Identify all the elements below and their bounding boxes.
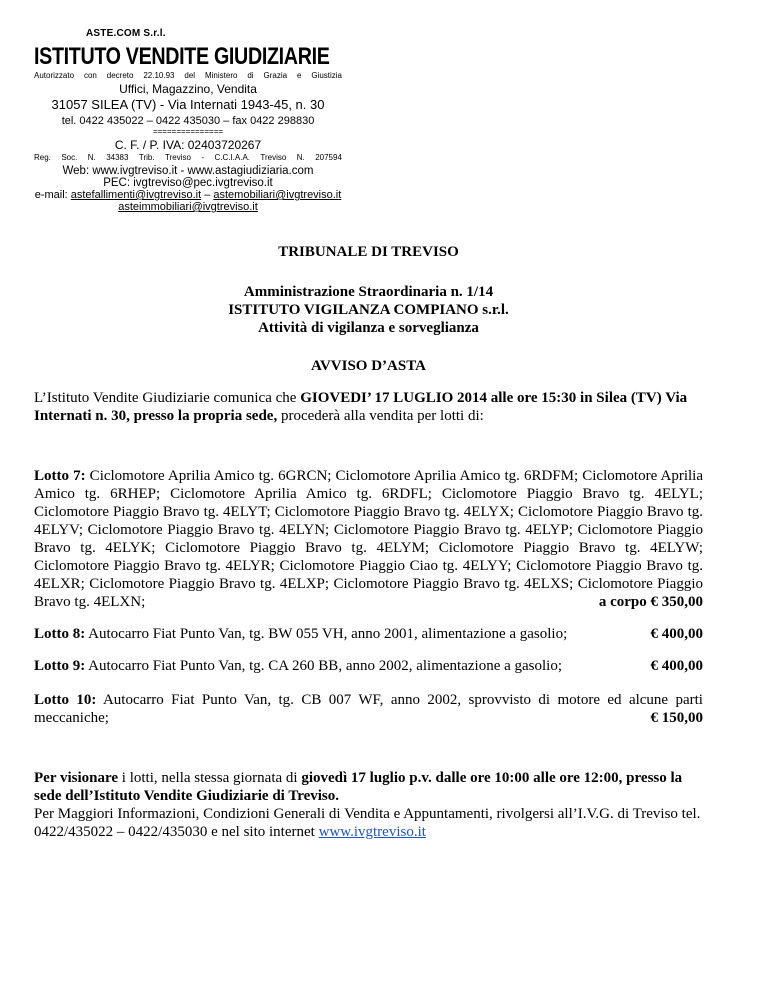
lot-price: € 400,00 (650, 658, 703, 674)
lot-price: € 150,00 (650, 710, 703, 726)
website-link[interactable]: www.ivgtreviso.it (318, 824, 426, 840)
offices-line: Uffici, Magazzino, Vendita (119, 82, 257, 96)
info-text: Per Maggiori Informazioni, Condizioni Generali di Vendita e Appuntamenti, rivolgersi all’I.V.G. di Treviso tel. 0422/435022 – 0422/435030 e nel sito internet (34, 806, 701, 840)
company-name: ASTE.COM S.r.l. (86, 28, 166, 39)
procedure-line-1: Amministrazione Straordinaria n. 1/14 (243, 284, 494, 300)
visit-paragraph (34, 769, 703, 841)
lot-price: € 400,00 (650, 626, 703, 642)
lot-label: Lotto 7: (34, 468, 86, 484)
reg-word: Trib. (138, 153, 155, 162)
email-separator: – (201, 189, 214, 201)
lot-price: a corpo € 350,00 (598, 594, 703, 610)
email-link-fallimenti[interactable]: astefallimenti@ivgtreviso.it (70, 189, 202, 201)
email-line-2 (34, 201, 342, 213)
lot-label: Lotto 8: (34, 626, 86, 642)
reg-word: 34383 (106, 153, 129, 162)
pec-line: PEC: ivgtreviso@pec.ivgtreviso.it (103, 177, 273, 189)
lot-7 (34, 467, 703, 611)
letterhead-title: ISTITUTO VENDITE GIUDIZIARIE (34, 43, 330, 70)
lot-description: Autocarro Fiat Punto Van, tg. CA 260 BB, anno 2002, alimentazione a gasolio; (85, 658, 563, 674)
auth-word: Autorizzato (34, 71, 75, 80)
email-prefix: e-mail: (34, 189, 71, 201)
lot-description: Autocarro Fiat Punto Van, tg. BW 055 VH, anno 2001, alimentazione a gasolio; (85, 626, 568, 642)
lot-8 (34, 625, 703, 643)
intro-text-end: procederà alla vendita per lotti di: (277, 408, 484, 424)
intro-paragraph (34, 389, 703, 425)
auth-word: Ministero (204, 71, 238, 80)
notice-heading: AVVISO D’ASTA (311, 358, 426, 374)
reg-word: Treviso (260, 153, 287, 162)
authorization-line (34, 71, 342, 80)
reg-word: C.C.I.A.A. (214, 153, 250, 162)
lot-text (34, 657, 562, 675)
email-link-immobiliari[interactable]: asteimmobiliari@ivgtreviso.it (118, 201, 258, 213)
registration-line (34, 153, 342, 162)
auth-word: e (296, 71, 302, 80)
visit-lead: Per visionare (34, 770, 119, 786)
auth-word: del (184, 71, 196, 80)
intro-text: L’Istituto Vendite Giudiziarie comunica che (34, 390, 301, 406)
intro-date-place: GIOVEDI’ 17 LUGLIO 2014 alle ore 15:30 in Silea (TV) Via Internati n. 30, presso la propria sede, (34, 390, 688, 424)
lot-description: Autocarro Fiat Punto Van, tg. CB 007 WF, anno 2002, sprovvisto di motore ed alcune parti meccaniche; (34, 692, 703, 726)
document-body (34, 243, 703, 856)
auth-word: Grazia (263, 71, 288, 80)
lot-label: Lotto 9: (34, 658, 86, 674)
lot-9 (34, 657, 703, 675)
lot-10 (34, 691, 703, 727)
visit-text: i lotti, nella stessa giornata di (118, 770, 302, 786)
address-line: 31057 SILEA (TV) - Via Internati 1943-45, n. 30 (51, 97, 325, 112)
lot-description: Ciclomotore Aprilia Amico tg. 6GRCN; Ciclomotore Aprilia Amico tg. 6RDFM; Ciclomotore Aprilia Amico tg. 6RHEP; Ciclomotore Aprilia Amico tg. 6RDFL; Ciclomotore Piaggio Bravo tg. 4ELYL; Ciclomotore Piaggio Bravo tg. 4ELYT; Ciclomotore Piaggio Bravo tg. 4ELYX; Ciclomotore Piaggio Bravo tg. 4ELYV; Ciclomotore Piaggio Bravo tg. 4ELYN; Ciclomotore Piaggio Bravo tg. 4ELYP; Ciclomotore Piaggio Bravo tg. 4ELYK; Ciclomotore Piaggio Bravo tg. 4ELYM; Ciclomotore Piaggio Bravo tg. 4ELYW; Ciclomotore Piaggio Bravo tg. 4ELYR; Ciclomotore Piaggio Ciao tg. 4ELYY; Ciclomotore Piaggio Bravo tg. 4ELXR; Ciclomotore Piaggio Bravo tg. 4ELXP; Ciclomotore Piaggio Bravo tg. 4ELXS; Ciclomotore Piaggio Bravo tg. 4ELXN; (34, 468, 703, 610)
procedure-line-2: ISTITUTO VIGILANZA COMPIANO s.r.l. (228, 302, 509, 318)
auth-word: di (247, 71, 254, 80)
auth-word: con (83, 71, 97, 80)
email-link-mobiliari[interactable]: astemobiliari@ivgtreviso.it (213, 189, 342, 201)
reg-word: 207594 (315, 153, 342, 162)
web-line: Web: www.ivgtreviso.it - www.astagiudiziaria.com (62, 165, 314, 177)
visit-date-place: giovedì 17 luglio p.v. dalle ore 10:00 alle ore 12:00, presso la sede dell’Istituto Vendite Giudiziarie di Treviso. (34, 770, 683, 804)
lot-text (34, 625, 567, 643)
phone-line: tel. 0422 435022 – 0422 435030 – fax 0422 298830 (61, 115, 315, 127)
vat-number: C. F. / P. IVA: 02403720267 (114, 138, 262, 152)
letterhead (34, 28, 342, 213)
auth-word: decreto (106, 71, 134, 80)
email-line (34, 189, 342, 201)
reg-word: Reg. (34, 153, 51, 162)
court-heading: TRIBUNALE DI TREVISO (278, 244, 459, 260)
procedure-line-3: Attività di vigilanza e sorveglianza (258, 320, 479, 336)
reg-word: N. (296, 153, 305, 162)
reg-word: Treviso (164, 153, 191, 162)
auth-word: Giustizia (311, 71, 342, 80)
reg-word: Soc. (61, 153, 78, 162)
separator-line: =============== (152, 127, 224, 136)
reg-word: N. (87, 153, 96, 162)
auth-word: 22.10.93 (143, 71, 175, 80)
lot-label: Lotto 10: (34, 692, 97, 708)
reg-word: - (201, 153, 205, 162)
